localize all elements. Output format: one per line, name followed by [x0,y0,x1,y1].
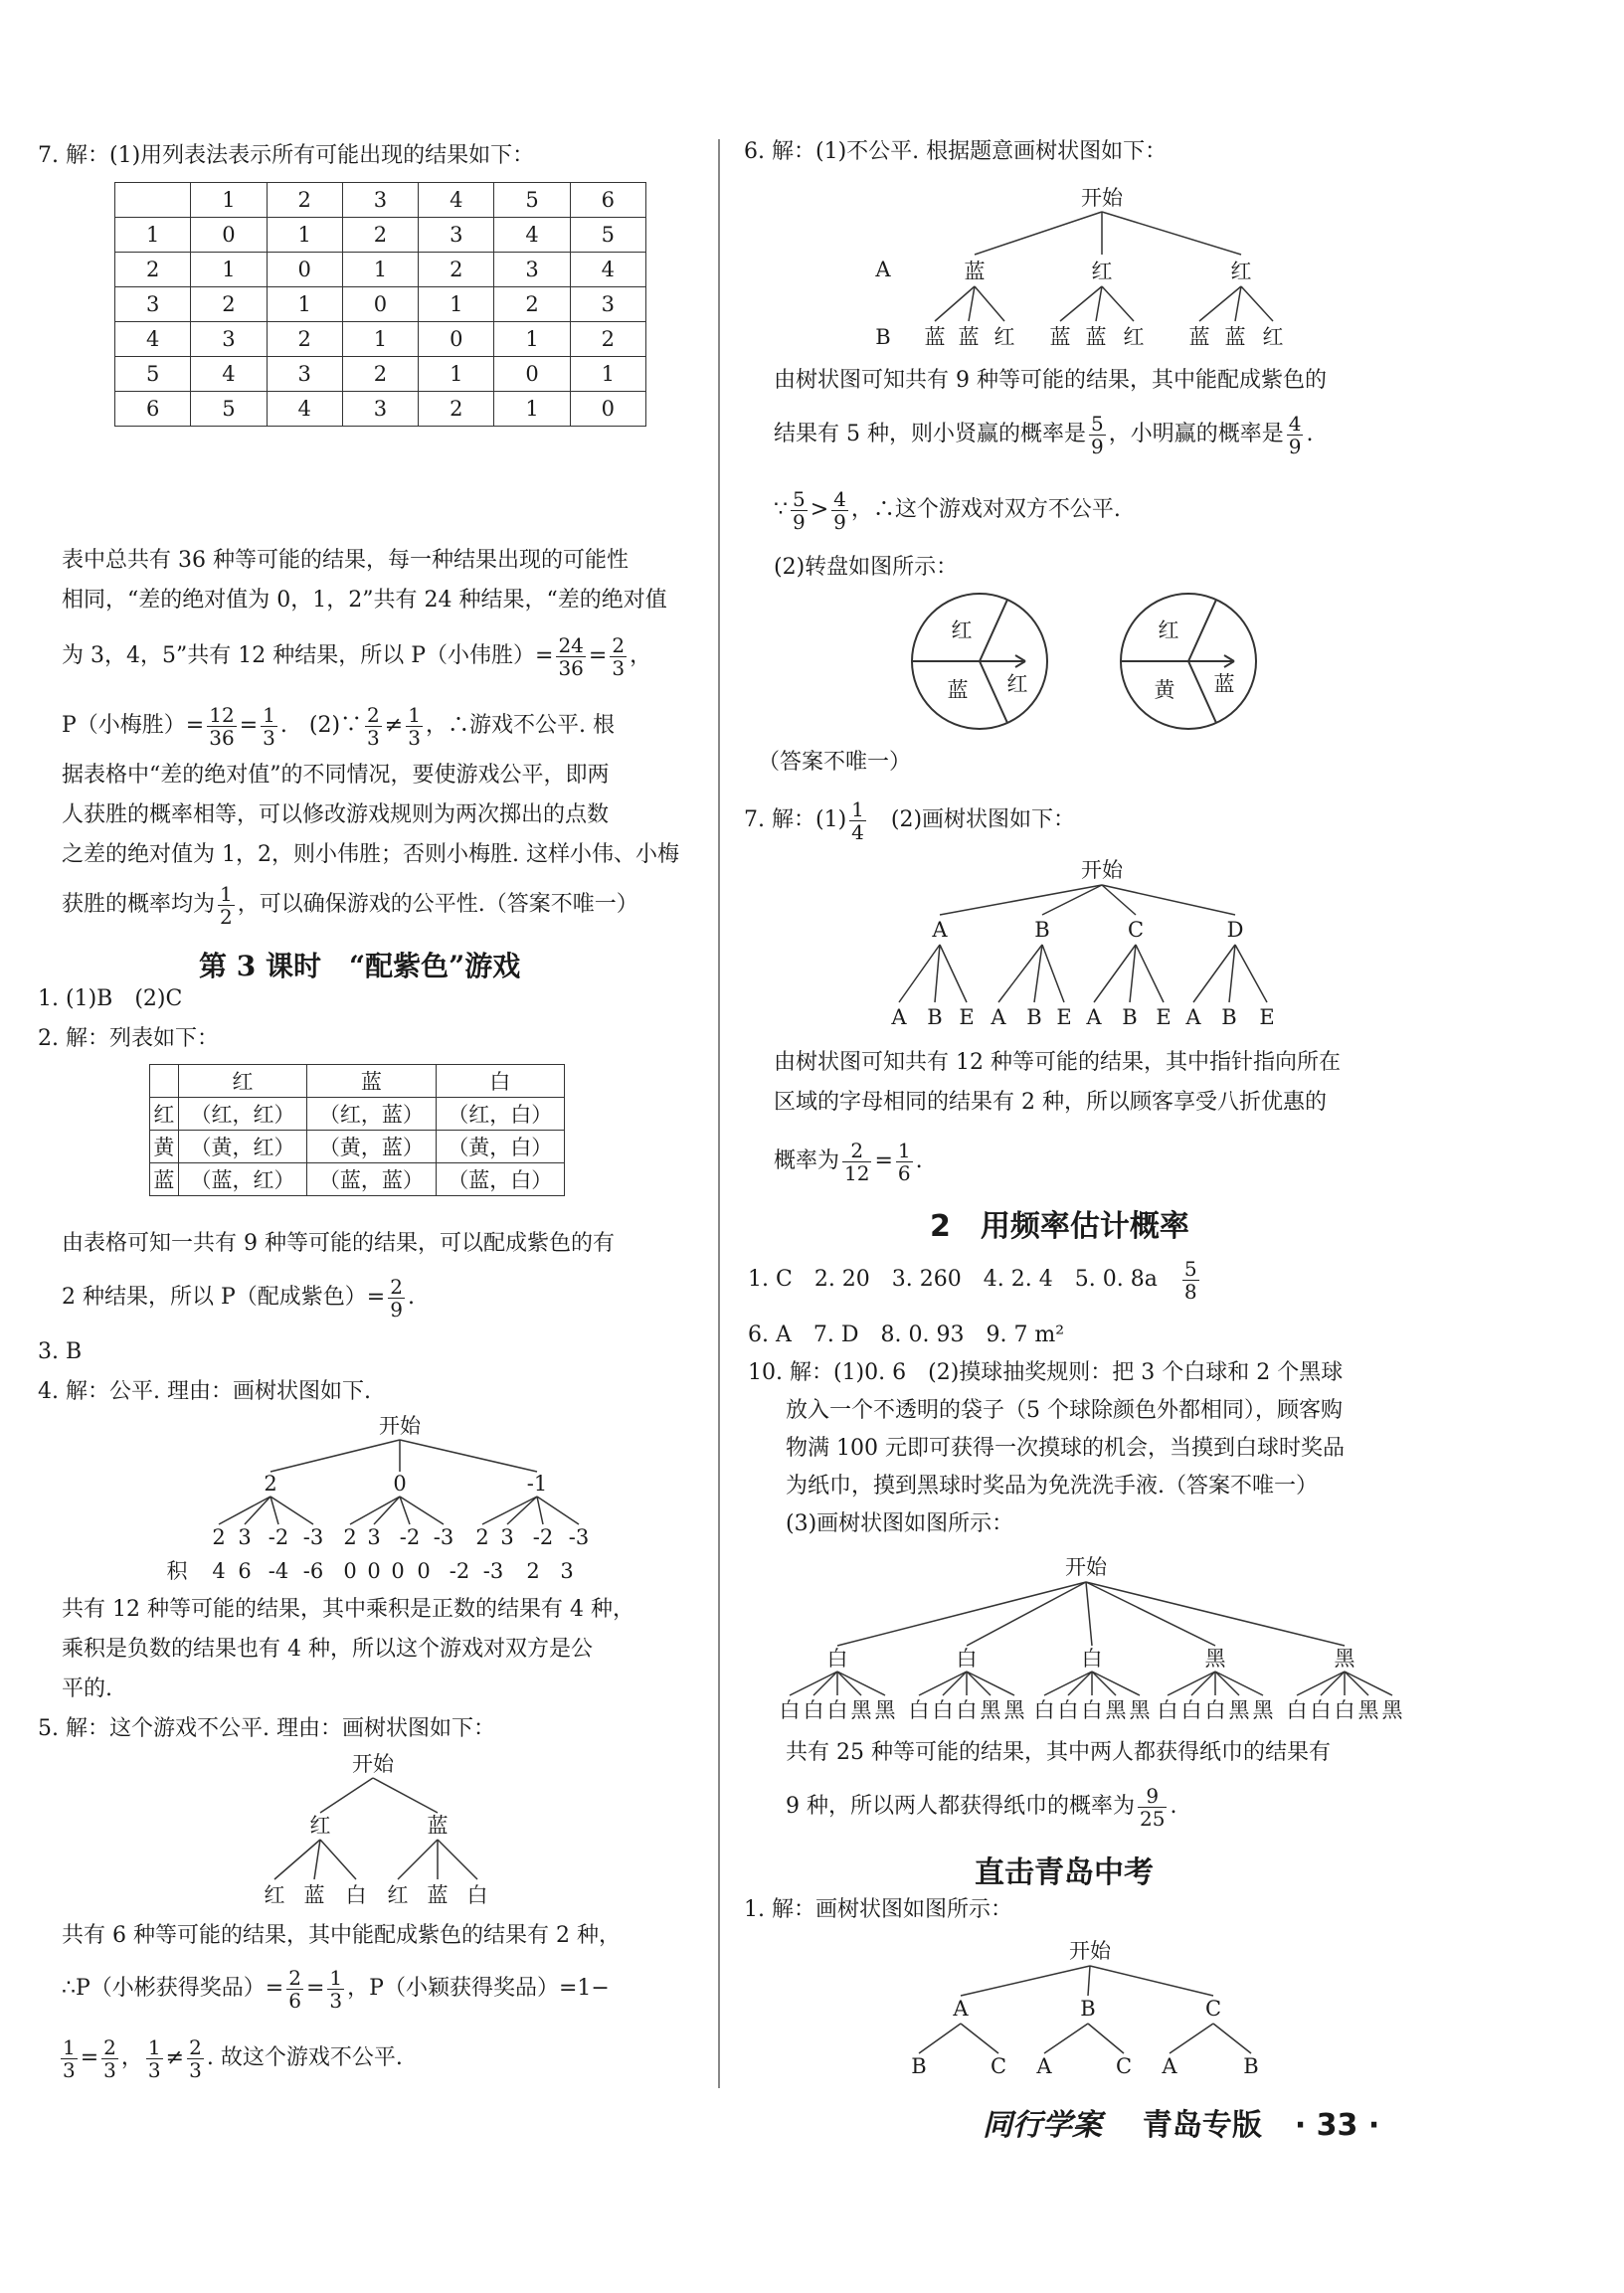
tree-leaf: 黑 [1357,1698,1379,1722]
spinner-1 [912,594,1047,729]
table-row [150,1163,565,1196]
tree-node: A [932,918,948,942]
tree-leaf: B [911,2054,927,2078]
fraction: $\frac{9}{25}$ [1140,1783,1166,1831]
tree-node: 白 [1081,1647,1103,1671]
table-cell: 2 [191,287,267,322]
letter-tree-diagram [875,853,1293,1032]
table-cell: 2 [419,392,494,427]
footer [983,2100,1379,2144]
table-cell: 5 [570,218,645,253]
tree-leaf: 白 [466,1883,488,1907]
q6-intro: 6. 解：(1)不公平. 根据题意画树状图如下： [744,139,1168,164]
abc-tree-diagram [895,1934,1259,2083]
s3-q2-para-1: 由表格可知一共有 9 种等可能的结果，可以配成紫色的有 [62,1231,615,1256]
tree-product: -6 [302,1559,324,1583]
s2-q10-para-2: 9 种，所以两人都获得纸巾的概率为 $\frac{9}{25}$ . [786,1783,1177,1831]
table-cell: 1 [115,218,191,253]
tree-leaf: 3 [500,1525,514,1549]
s2-q10-line-2: 放入一个不透明的袋子（5 个球除颜色外都相同），顾客购 [786,1398,1343,1423]
tree-node: 蓝 [427,1814,449,1838]
table-cell: 5 [191,392,267,427]
table-cell: （黄，红） [178,1131,306,1163]
q7-para-6: 人获胜的概率相等，可以修改游戏规则为两次掷出的点数 [62,802,610,827]
tree-leaf: E [959,1005,975,1029]
s3-q5: 5. 解：这个游戏不公平. 理由：画树状图如下： [38,1716,495,1741]
s3-q2-para-2: 2 种结果，所以 P（配成紫色）= $\frac{2}{9}$ . [62,1274,415,1322]
tree-leaf: A [1036,2054,1052,2078]
fraction: $\frac{1}{3}$ [408,702,421,750]
tree-leaf: E [1259,1005,1275,1029]
tree-leaf: 2 [475,1525,489,1549]
fraction: $\frac{12}{36}$ [209,702,235,750]
table-cell: 5 [494,183,570,218]
tree-root: 开始 [379,1414,421,1438]
s2-q10-line-5: (3)画树状图如图所示： [786,1511,1014,1536]
tree-label-b: B [875,325,891,349]
table-cell: 2 [342,218,418,253]
tree-leaf: 白 [826,1698,848,1722]
table-cell: 1 [419,357,494,392]
fraction: $\frac{2}{6}$ [288,1965,301,2013]
table-row [115,357,646,392]
table-cell: 0 [494,357,570,392]
table-cell: 3 [494,253,570,287]
table-cell: 6 [570,183,645,218]
tree-leaf: 白 [1310,1698,1332,1722]
tree-node: C [1127,918,1145,942]
footer-brand: 同行学案 [983,2108,1102,2143]
fraction: $\frac{24}{36}$ [558,632,584,680]
tree-leaf: 红 [1123,325,1145,349]
spinner-2-sector: 红 [1158,618,1179,642]
tree-node: D [1226,918,1244,942]
table-cell: 4 [267,392,342,427]
tree-node: 2 [264,1472,277,1496]
tree-leaf: A [891,1005,907,1029]
q7-para-3-text: 为 3，4，5”共有 12 种结果，所以 P（小伟胜）= [62,643,554,668]
table-cell: 1 [494,322,570,357]
table-cell: 3 [115,287,191,322]
fraction: $\frac{1}{3}$ [263,702,275,750]
spinner-1-sector: 红 [1006,672,1028,696]
table-header-row [150,1065,565,1098]
fraction: $\frac{4}{9}$ [1288,411,1302,458]
q6-tree-diagram [865,177,1303,356]
tree-node: 黑 [1204,1647,1226,1671]
tree-leaf: 白 [345,1883,367,1907]
q7-para-1: 表中总共有 36 种等可能的结果，每一种结果出现的可能性 [62,548,629,573]
product-label: 积 [166,1559,188,1583]
tree-node: 红 [309,1814,331,1838]
tree-leaf: 白 [956,1698,978,1722]
table-cell: 4 [191,357,267,392]
table-cell: 蓝 [150,1163,179,1196]
table-cell: 2 [115,253,191,287]
table-cell: 1 [419,287,494,322]
table-row [115,322,646,357]
s3-q1: 1. (1)B (2)C [38,986,183,1011]
tree-leaf: -3 [433,1525,454,1549]
section-title-lesson3: 第 3 课时 “配紫色”游戏 [199,950,521,982]
table-cell: 4 [419,183,494,218]
tree-leaf: 白 [1180,1698,1202,1722]
tree-product: 0 [367,1559,381,1583]
tree-root: 开始 [352,1752,394,1776]
color-pair-table [149,1064,565,1196]
tree-leaf: A [991,1005,1006,1029]
s3-q3: 3. B [38,1339,83,1364]
tree-leaf: 黑 [874,1698,896,1722]
s3-q5-para-3: $\frac{1}{3}$ = $\frac{2}{3}$ ， $\frac{1}{3}$ ≠ $\frac{2}{3}$ . 故这个游戏不公平. [63,2034,403,2082]
fraction: $\frac{2}{9}$ [390,1274,403,1322]
table-row [115,218,646,253]
tree-leaf: 蓝 [924,325,946,349]
table-cell: 1 [342,253,418,287]
tree-node: 白 [826,1647,848,1671]
table-cell [115,183,191,218]
table-cell: 4 [570,253,645,287]
tree-product: 0 [417,1559,431,1583]
footer-edition: 青岛专版 [1142,2108,1262,2143]
table-cell: 2 [342,357,418,392]
table-cell: （蓝，红） [178,1163,306,1196]
table-row [150,1098,565,1131]
fraction: $\frac{1}{4}$ [851,796,864,844]
q7-right-para-1: 由树状图可知共有 12 种等可能的结果，其中指针指向所在 [774,1050,1341,1075]
tree-leaf: 黑 [1381,1698,1403,1722]
fraction: $\frac{5}{9}$ [1090,411,1104,458]
table-header-row [115,183,646,218]
tree-label-a: A [875,258,891,281]
tree-product: -3 [482,1559,504,1583]
spinner-2 [1121,594,1256,729]
footer-page-number: · 33 · [1294,2108,1380,2143]
q6-para-2: 结果有 5 种，则小贤赢的概率是 $\frac{5}{9}$ ，小明赢的概率是 $\frac{4}{9}$ . [774,411,1314,458]
tree-node: 红 [1230,260,1252,283]
q7-difference-table [114,182,646,427]
table-cell: 3 [342,392,418,427]
s2-answers-line-2: 6. A 7. D 8. 0. 93 9. 7 m² [748,1323,1065,1347]
table-cell: 3 [419,218,494,253]
fraction: $\frac{1}{3}$ [63,2034,76,2082]
table-cell: 2 [494,287,570,322]
tree-leaf: 蓝 [1188,325,1210,349]
table-cell: 5 [115,357,191,392]
tree-leaf: C [990,2054,1007,2078]
table-cell: （红，红） [178,1098,306,1131]
s2-q10-line-1: 10. 解：(1)0. 6 (2)摸球抽奖规则：把 3 个白球和 2 个黑球 [748,1360,1344,1385]
table-cell: 1 [267,287,342,322]
table-row [150,1131,565,1163]
tree-leaf: 黑 [1105,1698,1127,1722]
fraction: $\frac{2}{12}$ [844,1138,870,1185]
table-cell: 2 [267,183,342,218]
tree-leaf: 白 [1204,1698,1226,1722]
q7-para-5: 据表格中“差的绝对值”的不同情况，要使游戏公平，即两 [62,763,610,788]
qd-q1: 1. 解：画树状图如图所示： [744,1897,1012,1922]
tree-node: 黑 [1334,1647,1355,1671]
tree-root: 开始 [1081,858,1123,882]
q7-para-8: 获胜的概率均为 $\frac{1}{2}$ ，可以确保游戏的公平性.（答案不唯一） [62,881,638,929]
table-cell: 1 [267,218,342,253]
tree-product: 6 [238,1559,252,1583]
column-divider [718,139,720,2088]
tree-leaf: 黑 [1228,1698,1250,1722]
table-cell: 红 [178,1065,306,1098]
tree-leaf: 白 [1334,1698,1355,1722]
tree-leaf: 2 [212,1525,226,1549]
table-cell: 0 [419,322,494,357]
fraction: $\frac{5}{9}$ [793,486,806,534]
fraction: $\frac{1}{2}$ [220,881,233,929]
table-cell: 3 [342,183,418,218]
q6-note: （答案不唯一） [758,750,912,775]
tree-leaf: B [927,1005,943,1029]
fraction: $\frac{1}{3}$ [147,2034,161,2082]
q7-intro: 7. 解：(1)用列表法表示所有可能出现的结果如下： [38,143,535,168]
table-cell: 1 [494,392,570,427]
s2-q10-para-1: 共有 25 种等可能的结果，其中两人都获得纸巾的结果有 [786,1740,1331,1765]
s2-q10-line-3: 物满 100 元即可获得一次摸球的机会，当摸到白球时奖品 [786,1436,1345,1461]
q7-right-intro: 7. 解：(1) $\frac{1}{4}$ (2)画树状图如下： [744,796,1076,844]
tree-leaf: 白 [1033,1698,1055,1722]
tree-root: 开始 [1069,1939,1111,1963]
s3-q4-para-1: 共有 12 种等可能的结果，其中乘积是正数的结果有 4 种， [62,1597,634,1622]
tree-leaf: E [1156,1005,1172,1029]
tree-leaf: 红 [264,1883,285,1907]
q7-para-3: 为 3，4，5”共有 12 种结果，所以 P（小伟胜）= $\frac{24}{36}$ = $\frac{2}{3}$ ， [62,632,652,680]
tree-leaf: 白 [779,1698,801,1722]
fraction: $\frac{4}{9}$ [833,486,846,534]
table-cell: 3 [267,357,342,392]
table-cell: （蓝，蓝） [307,1163,436,1196]
tree-leaf: -3 [302,1525,324,1549]
table-cell: 3 [191,322,267,357]
spinner-1-sector: 蓝 [947,678,969,702]
table-cell: （黄，蓝） [307,1131,436,1163]
fraction: $\frac{2}{3}$ [612,632,626,680]
tree-product: -2 [449,1559,470,1583]
table-cell: 6 [115,392,191,427]
tree-leaf: 白 [1081,1698,1103,1722]
ball-draw-tree-diagram [778,1546,1414,1730]
table-cell: 1 [342,322,418,357]
tree-leaf: C [1115,2054,1133,2078]
table-cell: 黄 [150,1131,179,1163]
q7-right-para-2: 区域的字母相同的结果有 2 种，所以顾客享受八折优惠的 [774,1090,1327,1115]
tree-product: 0 [343,1559,357,1583]
table-cell: （红，白） [436,1098,564,1131]
spinner-diagrams [900,592,1278,741]
table-cell: 1 [570,357,645,392]
table-cell: 4 [115,322,191,357]
tree-leaf: A [1162,2054,1177,2078]
tree-leaf: A [1185,1005,1201,1029]
table-row [115,287,646,322]
tree-leaf: -2 [399,1525,421,1549]
tree-leaf: 蓝 [1224,325,1246,349]
tree-leaf: 2 [343,1525,357,1549]
tree-product: 3 [560,1559,574,1583]
spinner-2-sector: 蓝 [1213,672,1235,696]
tree-leaf: B [1026,1005,1042,1029]
tree-node: A [953,1997,969,2021]
table-cell: 1 [191,183,267,218]
tree-leaf: 3 [238,1525,252,1549]
color-tree-diagram [249,1745,507,1914]
table-cell: 红 [150,1098,179,1131]
table-cell: （蓝，白） [436,1163,564,1196]
tree-leaf: 蓝 [958,325,980,349]
fraction: $\frac{2}{3}$ [103,2034,116,2082]
tree-leaf: 红 [993,325,1015,349]
table-cell: 0 [342,287,418,322]
tree-node: B [1034,918,1050,942]
tree-leaf: 黑 [1003,1698,1025,1722]
tree-product: 0 [391,1559,405,1583]
table-cell: 1 [191,253,267,287]
tree-root: 开始 [1081,186,1123,210]
tree-root: 开始 [1065,1555,1107,1579]
table-cell: 蓝 [307,1065,436,1098]
table-cell: 3 [570,287,645,322]
tree-leaf: 蓝 [427,1883,449,1907]
table-cell: （红，蓝） [307,1098,436,1131]
s3-q4-para-2: 乘积是负数的结果也有 4 种，所以这个游戏对双方是公 [62,1637,593,1662]
tree-leaf: 蓝 [303,1883,325,1907]
tree-node: 白 [956,1647,978,1671]
tree-leaf: A [1086,1005,1102,1029]
tree-leaf: 黑 [1252,1698,1274,1722]
s3-q2: 2. 解：列表如下： [38,1026,219,1051]
fraction: $\frac{2}{3}$ [189,2034,202,2082]
tree-node: 蓝 [964,260,986,283]
tree-leaf: E [1056,1005,1072,1029]
fraction: $\frac{1}{3}$ [329,1965,343,2013]
tree-node: 红 [1091,260,1113,283]
s3-q5-para-2: ∴P（小彬获得奖品）= $\frac{2}{6}$ = $\frac{1}{3}$ ，P（小颖获得奖品）=1− [62,1965,610,2013]
table-cell: 2 [267,322,342,357]
tree-node: B [1080,1997,1096,2021]
q6-para-3: ∵ $\frac{5}{9}$ > $\frac{4}{9}$ ，∴这个游戏对双方不公平. [774,486,1121,534]
table-cell: 2 [419,253,494,287]
tree-product: 4 [212,1559,226,1583]
tree-leaf: 白 [932,1698,954,1722]
spinner-2-sector: 黄 [1154,678,1175,702]
table-cell: 4 [494,218,570,253]
table-cell: 0 [191,218,267,253]
s2-q10-line-4: 为纸巾，摸到黑球时奖品为免洗洗手液.（答案不唯一） [786,1474,1318,1499]
table-row [115,253,646,287]
q7-para-2: 相同，“差的绝对值为 0，1，2”共有 24 种结果，“差的绝对值 [62,588,667,613]
section-title-qingdao-exam: 直击青岛中考 [975,1855,1154,1890]
q6-para-4: (2)转盘如图所示： [774,555,959,580]
tree-leaf: 3 [367,1525,381,1549]
tree-leaf: 白 [1057,1698,1079,1722]
tree-leaf: -2 [532,1525,554,1549]
q6-para-1: 由树状图可知共有 9 种等可能的结果，其中能配成紫色的 [774,368,1327,393]
tree-product: -4 [268,1559,289,1583]
table-cell: 2 [570,322,645,357]
tree-leaf: B [1243,2054,1259,2078]
section-title-frequency: 2 用频率估计概率 [930,1209,1189,1244]
fraction: $\frac{5}{8}$ [1183,1256,1197,1304]
tree-leaf: 黑 [850,1698,872,1722]
table-row [115,392,646,427]
tree-leaf: 白 [908,1698,930,1722]
tree-leaf: 黑 [980,1698,1001,1722]
tree-leaf: -2 [268,1525,289,1549]
table-cell: 0 [570,392,645,427]
tree-node: 0 [393,1472,407,1496]
tree-leaf: 黑 [1129,1698,1151,1722]
tree-node: -1 [526,1472,548,1496]
tree-leaf: 红 [387,1883,409,1907]
q7-right-para-3: 概率为 $\frac{2}{12}$ = $\frac{1}{6}$ . [774,1138,923,1185]
tree-leaf: 蓝 [1049,325,1071,349]
table-cell [150,1065,179,1098]
table-cell: 白 [436,1065,564,1098]
tree-leaf: 白 [803,1698,824,1722]
fraction: $\frac{1}{6}$ [897,1138,911,1185]
product-tree-diagram [149,1407,617,1586]
table-cell: 0 [267,253,342,287]
tree-leaf: B [1122,1005,1138,1029]
s3-q4-para-3: 平的. [62,1676,112,1701]
s3-q5-para-1: 共有 6 种等可能的结果，其中能配成紫色的结果有 2 种， [62,1923,621,1948]
tree-leaf: B [1221,1005,1237,1029]
q7-para-4: P（小梅胜）= $\frac{12}{36}$ = $\frac{1}{3}$ . (2)∵ $\frac{2}{3}$ ≠ $\frac{1}{3}$ ，∴游戏不公平. 根 [62,702,615,750]
table-cell: （黄，白） [436,1131,564,1163]
tree-product: 2 [526,1559,540,1583]
tree-leaf: 红 [1262,325,1284,349]
q7-para-7: 之差的绝对值为 1，2，则小伟胜；否则小梅胜. 这样小伟、小梅 [62,842,679,867]
tree-leaf: -3 [568,1525,590,1549]
tree-leaf: 蓝 [1085,325,1107,349]
tree-leaf: 白 [1286,1698,1308,1722]
s2-answers-line-1: 1. C 2. 20 3. 260 4. 2. 4 5. 0. 8a $\frac{5}{8}$ [748,1256,1197,1304]
fraction: $\frac{2}{3}$ [367,702,380,750]
tree-leaf: 白 [1157,1698,1178,1722]
spinner-1-sector: 红 [951,618,973,642]
s3-q4: 4. 解：公平. 理由：画树状图如下. [38,1379,371,1404]
tree-node: C [1204,1997,1222,2021]
